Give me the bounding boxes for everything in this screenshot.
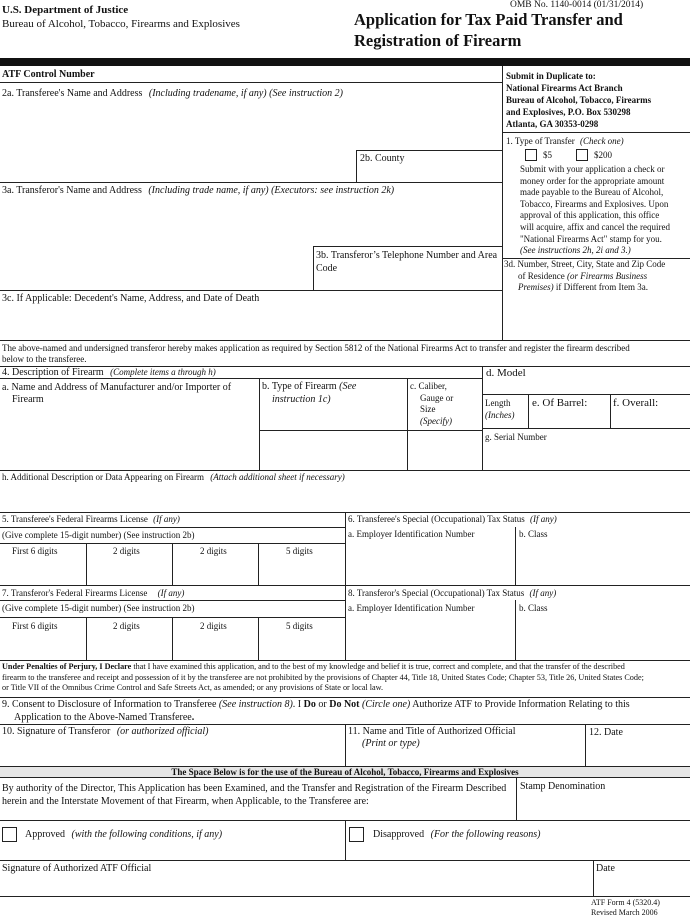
ffl5-5digits-field[interactable] bbox=[259, 558, 344, 584]
county-field[interactable] bbox=[357, 164, 502, 181]
rule bbox=[482, 428, 690, 429]
instruction-line: (See instructions 2h, 2i and 3.) bbox=[520, 245, 631, 256]
instruction-line: Submit with your application a check or bbox=[520, 164, 665, 174]
rule bbox=[0, 660, 690, 661]
transferee-class-field[interactable] bbox=[516, 542, 690, 584]
authority-line: herein and the Interstate Movement of that Firearm, when Applicable, to the Transferee are: bbox=[2, 796, 369, 807]
rule bbox=[0, 600, 345, 601]
item-2a-note: (Including tradename, if any) (See instruction 2) bbox=[148, 88, 344, 99]
item-8a-label: a. Employer Identification Number bbox=[348, 603, 475, 613]
item-4-note: (Complete items a through h) bbox=[110, 367, 216, 377]
item-1-instructions bbox=[520, 164, 670, 257]
item-4a-label bbox=[2, 382, 231, 406]
item-5-note: (If any) bbox=[153, 514, 180, 524]
item-7-instruction: (Give complete 15-digit number) (See instruction 2b) bbox=[2, 603, 195, 613]
item-6-label bbox=[348, 514, 557, 524]
ffl5-2digits-a-field[interactable] bbox=[87, 558, 171, 584]
ffl5-col-3: 2 digits bbox=[200, 546, 227, 556]
rule bbox=[0, 470, 690, 471]
omb-number: OMB No. 1140-0014 (01/31/2014) bbox=[510, 0, 644, 10]
item-4c-line: c. Caliber, bbox=[410, 381, 447, 391]
ffl7-col-3: 2 digits bbox=[200, 621, 227, 631]
item-3d-text: if Different from Item 3a. bbox=[555, 282, 648, 292]
atf-control-label: ATF Control Number bbox=[2, 69, 95, 80]
item-4b-text: b. Type of Firearm bbox=[262, 381, 337, 392]
ffl7-5digits-field[interactable] bbox=[259, 633, 344, 659]
ffl7-first6-field[interactable] bbox=[1, 633, 85, 659]
item-3d-note: (or Firearms Business bbox=[566, 270, 648, 281]
item-3d-label bbox=[504, 259, 665, 294]
item-6-text: 6. Transferee's Special (Occupational) Tax Status bbox=[348, 514, 525, 524]
rule bbox=[356, 150, 502, 151]
length-note: (Inches) bbox=[485, 409, 515, 420]
rule bbox=[0, 290, 502, 291]
atf-date-label: Date bbox=[596, 863, 615, 874]
instruction-line: money order for the appropriate amount bbox=[520, 175, 665, 186]
transfer-200-label: $200 bbox=[594, 150, 612, 160]
item-7-note: (If any) bbox=[157, 588, 185, 598]
ffl5-col-4: 5 digits bbox=[286, 546, 313, 556]
item-4h-text: h. Additional Description or Data Appearing on Firearm bbox=[2, 472, 204, 482]
length-text: Length bbox=[485, 398, 511, 408]
item-4c-line: (Specify) bbox=[420, 415, 452, 426]
item-4h-note: (Attach additional sheet if necessary) bbox=[210, 472, 345, 482]
item-8-note: (If any) bbox=[529, 588, 557, 598]
transferor-class-field[interactable] bbox=[516, 616, 690, 659]
submit-line: Bureau of Alcohol, Tobacco, Firearms bbox=[506, 95, 652, 105]
rule bbox=[482, 366, 483, 470]
item-8b-label: b. Class bbox=[519, 603, 548, 613]
item-3d-note: Premises) bbox=[518, 282, 554, 292]
consent-text: Application to the Above-Named Transferee bbox=[14, 711, 192, 723]
item-4-text: 4. Description of Firearm bbox=[2, 367, 104, 378]
form-title-line1: Application for Tax Paid Transfer and bbox=[354, 10, 623, 29]
ffl7-2digits-a-field[interactable] bbox=[87, 633, 171, 659]
transferor-date-field[interactable] bbox=[586, 740, 690, 765]
transfer-200-checkbox[interactable] bbox=[576, 149, 588, 161]
perjury-declaration bbox=[2, 662, 690, 694]
rule bbox=[482, 394, 690, 395]
item-5-instruction: (Give complete 15-digit number) (See instruction 2b) bbox=[2, 530, 195, 540]
submit-address bbox=[506, 70, 651, 130]
consent-do-option[interactable]: Do bbox=[303, 699, 316, 710]
atf-official-signature-field[interactable] bbox=[0, 876, 592, 896]
instruction-line: will acquire, affix and cancel the required bbox=[520, 221, 671, 232]
atf-official-signature-label: Signature of Authorized ATF Official bbox=[2, 863, 152, 874]
item-4g-label: g. Serial Number bbox=[485, 432, 547, 442]
item-4h-label bbox=[2, 472, 345, 482]
instruction-line: made payable to the Bureau of Alcohol, bbox=[520, 187, 664, 198]
item-4c-line: Size bbox=[420, 404, 436, 415]
item-7-text: 7. Transferor's Federal Firearms License bbox=[2, 588, 148, 598]
rule bbox=[0, 340, 690, 341]
item-1-note: (Check one) bbox=[579, 136, 624, 146]
transfer-statement bbox=[2, 343, 690, 365]
item-9-consent bbox=[2, 699, 630, 724]
item-4b-note: (See bbox=[339, 381, 357, 392]
form-revision: Revised March 2006 bbox=[591, 908, 658, 917]
transferee-name-address-field[interactable] bbox=[0, 98, 502, 150]
rule bbox=[502, 132, 690, 133]
rule bbox=[345, 820, 346, 860]
atf-authority-text bbox=[2, 782, 506, 808]
consent-text: . I bbox=[292, 699, 302, 710]
consent-text: 9. Consent to Disclosure of Information to Transferee bbox=[2, 699, 217, 710]
item-4b-note: instruction 1c) bbox=[272, 394, 331, 405]
rule bbox=[0, 182, 502, 183]
item-3a-note: (Including trade name, if any) (Executors: see instruction 2k) bbox=[148, 185, 395, 196]
form-number: ATF Form 4 (5320.4) bbox=[591, 898, 660, 907]
consent-note: (See instruction 8) bbox=[218, 699, 293, 710]
rule bbox=[313, 246, 502, 247]
submit-line: Atlanta, GA 30353-0298 bbox=[506, 119, 599, 129]
transfer-5-checkbox[interactable] bbox=[525, 149, 537, 161]
consent-text: . bbox=[191, 711, 195, 723]
approved-checkbox[interactable] bbox=[2, 827, 17, 842]
item-4b-label bbox=[262, 380, 356, 406]
rule bbox=[0, 585, 690, 586]
atf-use-banner-text: The Space Below is for the use of the Bureau of Alcohol, Tobacco, Firearms and Explosives bbox=[171, 767, 519, 777]
rule bbox=[407, 378, 408, 470]
ffl7-col-2: 2 digits bbox=[113, 621, 140, 631]
item-3d-text: of Residence bbox=[518, 270, 565, 281]
header-rule bbox=[0, 58, 690, 66]
disapproved-label bbox=[373, 829, 541, 841]
rule bbox=[0, 697, 690, 698]
consent-text: Authorize ATF to Provide Information Relating to this bbox=[412, 699, 630, 710]
rule bbox=[0, 896, 690, 897]
item-11-label bbox=[348, 726, 515, 750]
barrel-length-label: e. Of Barrel: bbox=[532, 397, 588, 409]
instruction-line: Tobacco, Firearms and Explosives. Upon bbox=[520, 198, 669, 209]
item-3a-label bbox=[2, 185, 394, 197]
rule bbox=[528, 394, 529, 428]
overall-length-label: f. Overall: bbox=[613, 397, 659, 409]
authorized-official-field[interactable] bbox=[346, 750, 584, 765]
item-4d-label: d. Model bbox=[486, 367, 526, 379]
item-2a-text: 2a. Transferee's Name and Address bbox=[2, 88, 143, 99]
ffl5-first6-field[interactable] bbox=[1, 558, 85, 584]
rule bbox=[313, 246, 314, 290]
item-7-label bbox=[2, 588, 184, 598]
transferor-signature-field[interactable] bbox=[0, 738, 344, 765]
item-4e-length-label bbox=[485, 398, 514, 421]
item-5-text: 5. Transferee's Federal Firearms License bbox=[2, 514, 148, 524]
item-6b-label: b. Class bbox=[519, 529, 548, 539]
transferee-ein-field[interactable] bbox=[346, 542, 514, 584]
item-1-label bbox=[506, 136, 624, 146]
perjury-line: firearm to the transferee and receipt and possession of it by the transferee are not prohibited by the provisions of Chapter 44, Title 18, United States Code; Chapter 53, Title 26, United States Code; bbox=[2, 672, 644, 682]
authority-line: By authority of the Director, This Application has been Examined, and the Transfer and Registration of the Firearm Described bbox=[2, 783, 507, 794]
rule bbox=[610, 394, 611, 428]
item-4a-line: Firearm bbox=[12, 394, 44, 405]
rule bbox=[259, 430, 482, 431]
submit-line: Submit in Duplicate to: bbox=[506, 71, 596, 81]
item-3c-label: 3c. If Applicable: Decedent's Name, Address, and Date of Death bbox=[2, 293, 260, 304]
residence-field[interactable] bbox=[503, 296, 690, 340]
item-8-text: 8. Transferor's Special (Occupational) Tax Status bbox=[348, 588, 525, 598]
item-1-text: 1. Type of Transfer bbox=[506, 136, 575, 146]
item-10-text: 10. Signature of Transferor bbox=[2, 726, 111, 737]
atf-date-field[interactable] bbox=[594, 876, 690, 896]
ffl7-col-1: First 6 digits bbox=[12, 621, 58, 631]
ffl5-col-2: 2 digits bbox=[113, 546, 140, 556]
item-6a-label: a. Employer Identification Number bbox=[348, 529, 475, 539]
stamp-denomination-field[interactable] bbox=[517, 794, 690, 820]
stamp-denomination-label: Stamp Denomination bbox=[520, 781, 606, 792]
item-10-label bbox=[2, 726, 209, 738]
item-2b-label: 2b. County bbox=[360, 153, 405, 164]
item-4a-line: a. Name and Address of Manufacturer and/or Importer of bbox=[2, 382, 232, 393]
perjury-line: that I have examined this application, and to the best of my knowledge and belief it is true, correct and complete, and that the transfer of the described bbox=[131, 662, 625, 671]
item-3d-line: 3d. Number, Street, City, State and Zip Code bbox=[504, 259, 666, 269]
item-4c-label bbox=[410, 381, 453, 427]
item-11-note: (Print or type) bbox=[362, 738, 420, 749]
form-footer bbox=[591, 898, 660, 917]
rule bbox=[0, 527, 345, 528]
item-3b-label: 3b. Transferor’s Telephone Number and Area Code bbox=[316, 250, 498, 274]
consent-text: or bbox=[318, 699, 327, 710]
item-11-text: 11. Name and Title of Authorized Official bbox=[348, 726, 516, 737]
approved-label bbox=[25, 829, 222, 841]
instruction-line: "National Firearms Act" stamp for you. bbox=[520, 233, 662, 244]
transfer-5-label: $5 bbox=[543, 150, 552, 160]
perjury-lead: Under Penalties of Perjury, I Declare bbox=[2, 662, 132, 671]
submit-line: and Explosives, P.O. Box 530298 bbox=[506, 107, 631, 117]
additional-description-field[interactable] bbox=[0, 484, 690, 512]
bureau-name: Bureau of Alcohol, Tobacco, Firearms and Explosives bbox=[2, 18, 240, 30]
form-title-line2: Registration of Firearm bbox=[354, 31, 522, 50]
item-8-label bbox=[348, 588, 556, 598]
item-4-label bbox=[2, 367, 216, 379]
item-12-label: 12. Date bbox=[589, 727, 623, 738]
ffl5-col-1: First 6 digits bbox=[12, 546, 58, 556]
item-5-label bbox=[2, 514, 180, 524]
item-6-note: (If any) bbox=[530, 514, 557, 524]
rule bbox=[0, 860, 690, 861]
consent-note: (Circle one) bbox=[362, 699, 411, 710]
item-3a-text: 3a. Transferor's Name and Address bbox=[2, 185, 142, 196]
decedent-field[interactable] bbox=[0, 306, 502, 340]
item-4c-line: Gauge or bbox=[420, 392, 454, 403]
transferor-ein-field[interactable] bbox=[346, 616, 514, 659]
disapproved-checkbox[interactable] bbox=[349, 827, 364, 842]
rule bbox=[0, 378, 482, 379]
disapproved-text: Disapproved bbox=[373, 829, 425, 840]
item-10-note: (or authorized official) bbox=[116, 726, 209, 737]
ffl7-col-4: 5 digits bbox=[286, 621, 313, 631]
ffl7-2digits-b-field[interactable] bbox=[173, 633, 257, 659]
statement-line: The above-named and undersigned transferor hereby makes application as required by Section 5812 of the National Firearms Act to transfer and register the firearm described bbox=[2, 343, 630, 353]
rule bbox=[0, 82, 502, 83]
disapproved-note: (For the following reasons) bbox=[430, 829, 541, 840]
approved-note: (with the following conditions, if any) bbox=[71, 829, 223, 840]
rule bbox=[259, 378, 260, 470]
transferor-name-address-field[interactable] bbox=[0, 198, 502, 245]
ffl5-2digits-b-field[interactable] bbox=[173, 558, 257, 584]
approved-text: Approved bbox=[25, 829, 65, 840]
submit-line: National Firearms Act Branch bbox=[506, 83, 623, 93]
perjury-line: or Title VII of the Omnibus Crime Control and Safe Streets Act, as amended; or any provisions of State or local law. bbox=[2, 683, 384, 692]
consent-do-not-option[interactable]: Do Not bbox=[329, 699, 360, 710]
instruction-line: approval of this application, this office bbox=[520, 210, 660, 221]
statement-line: below to the transferee. bbox=[2, 354, 87, 364]
department-name: U.S. Department of Justice bbox=[2, 4, 129, 16]
